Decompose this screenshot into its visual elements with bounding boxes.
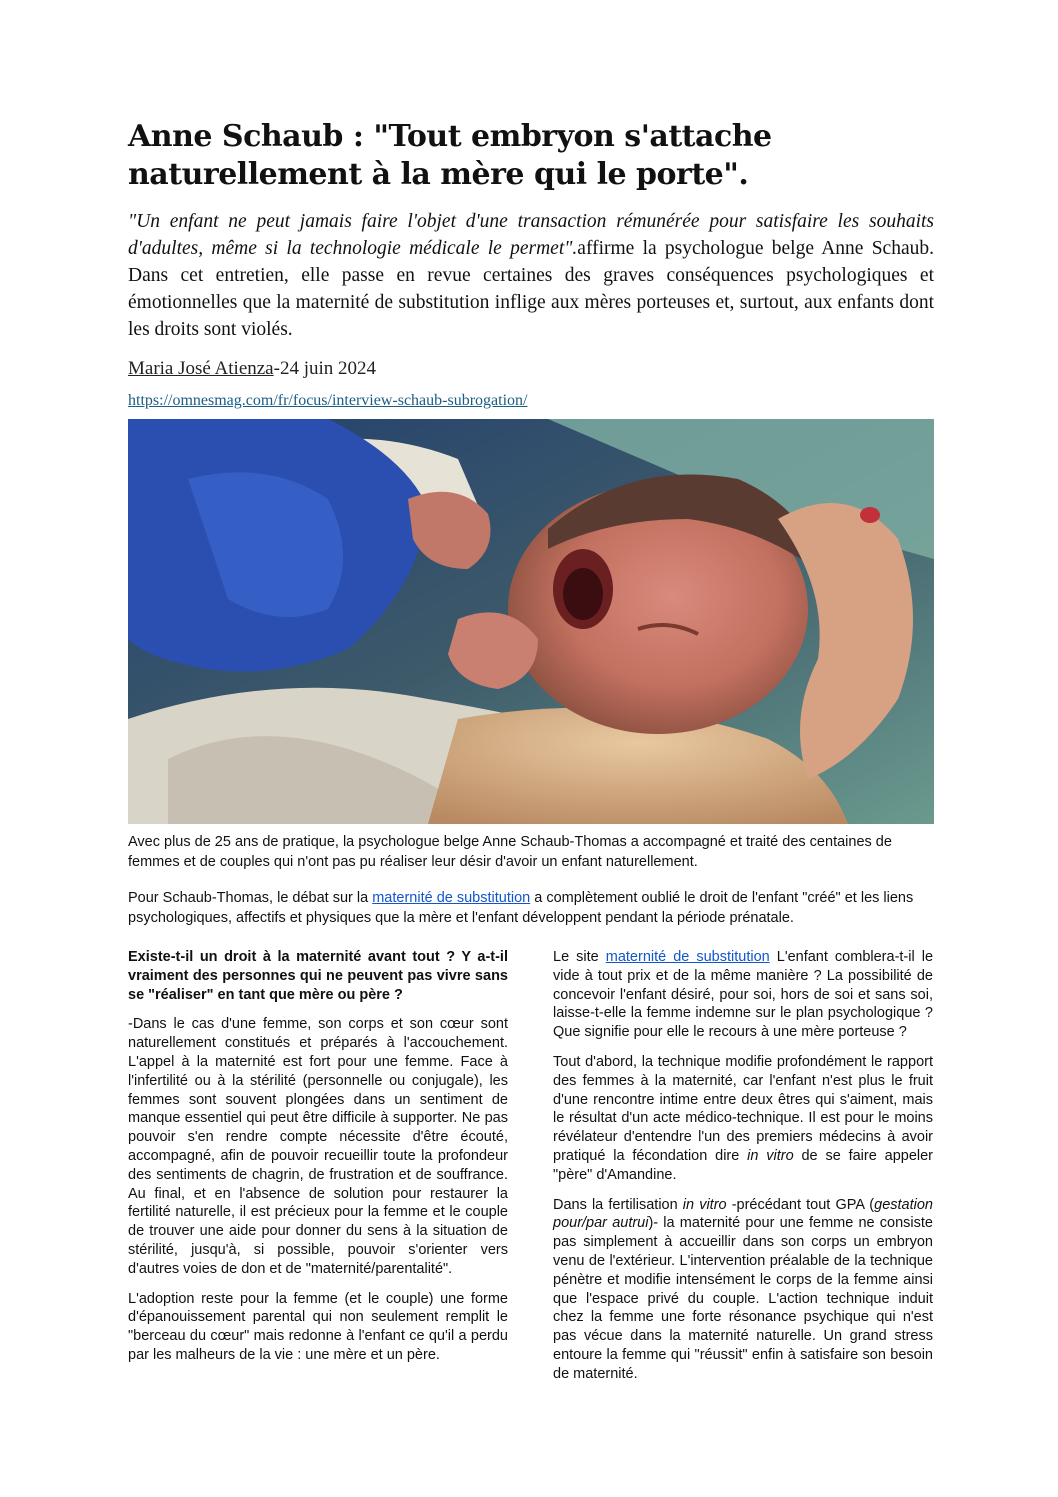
surrogacy-site-link[interactable]: maternité de substitution (605, 949, 770, 965)
surrogacy-link[interactable]: maternité de substitution (372, 890, 531, 906)
source-url-link[interactable]: https://omnesmag.com/fr/focus/interview-schaub-subrogation/ (128, 392, 528, 409)
right-p3-italic-1: in vitro (682, 1196, 727, 1213)
right-p3-italic-2: gestation pour/par autrui (553, 1196, 933, 1232)
right-p1-before: Le site (553, 949, 606, 965)
newborn-photo-illustration (128, 419, 934, 824)
right-p2-after: de se faire appeler "père" d'Amandine. (553, 1147, 933, 1183)
right-p2-before: Tout d'abord, la technique modifie profondément le rapport des femmes à la maternité, car l'enfant n'est plus le fruit d'une rencontre intime entre deux êtres qui s'aiment, mais le résultat d'un acte médico-technique. Il est pour le moins révélateur d'entendre l'un des premiers médecins à avoir pratiqué la fécondation dire (553, 1053, 933, 1164)
article-title: Anne Schaub : "Tout embryon s'attache naturellement à la mère qui le porte". (128, 119, 772, 192)
article-lede (128, 208, 934, 343)
newborn-photo (128, 419, 934, 824)
answer-paragraph-2: L'adoption reste pour la femme (et le couple) une forme d'épanouissement parental qui non seulement remplit le "berceau du cœur" mais redonne à l'enfant ce qu'il a perdu par les malheurs de la vie : une mère et un père. (128, 1290, 508, 1363)
right-paragraph-3 (553, 1196, 933, 1384)
byline (128, 357, 934, 381)
right-p1-after: L'enfant comblera-t-il le vide à tout prix et de la même manière ? La possibilité de concevoir l'enfant désiré, pour soi, hors de soi et sans soi, laisse-t-elle la femme indemne sur le plan psychologique ? Que signifie pour elle le recours à une mère porteuse ? (553, 949, 934, 1041)
right-column (553, 948, 933, 1395)
intro-paragraph (128, 888, 934, 928)
lede-quote: "Un enfant ne peut jamais faire l'objet d'une transaction rémunérée pour satisfaire les souhaits d'adultes, même si la technologie médicale le permet". (128, 211, 934, 259)
answer-paragraph-1: -Dans le cas d'une femme, son corps et son cœur sont naturellement constitués et préparés à l'accouchement. L'appel à la maternité est fort pour une femme. Face à l'infertilité ou à la stérilité (personnelle ou conjugale), les femmes sont souvent plongées dans un sentiment de manque essentiel qui peut être difficile à supporter. Ne pas pouvoir s'en rendre compte nécessite d'être écouté, accompagné, afin de pouvoir recueillir toute la profondeur des sentiments de chagrin, de frustration et de souffrance. Au final, et en l'absence de solution pour restaurer la fertilité naturelle, il est précieux pour la femme et le couple de trouver une aide pour donner du sens à la situation de stérilité, jusqu'à, si possible, pouvoir s'orienter vers d'autres voies de don et de "maternité/parentalité". (128, 1016, 508, 1277)
right-p3-b: -précédant tout GPA ( (726, 1196, 875, 1213)
left-column (128, 948, 508, 1376)
right-p3-a: Dans la fertilisation (553, 1196, 683, 1213)
right-paragraph-2 (553, 1053, 933, 1185)
intro-text-before: Pour Schaub-Thomas, le débat sur la (128, 890, 373, 906)
lede-text: affirme la psychologue belge Anne Schaub. Dans cet entretien, elle passe en revue certaines des graves conséquences psychologiques et émotionnelles que la maternité de substitution inflige aux mères porteuses et, surtout, aux enfants dont les droits sont violés. (128, 238, 934, 340)
publish-date: -24 juin 2024 (273, 358, 377, 379)
right-p2-italic: in vitro (747, 1147, 794, 1164)
right-paragraph-1 (553, 948, 933, 1042)
photo-caption: Avec plus de 25 ans de pratique, la psychologue belge Anne Schaub-Thomas a accompagné et traité des centaines de femmes et de couples qui n'ont pas pu réaliser leur désir d'avoir un enfant naturellement. (128, 834, 892, 870)
interview-question: Existe-t-il un droit à la maternité avant tout ? Y a-t-il vraiment des personnes qui ne peuvent pas vivre sans se "réaliser" en tant que mère ou père ? (128, 949, 508, 1003)
right-p3-c: )- la maternité pour une femme ne consiste pas simplement à accueillir dans son corps un embryon venu de l'extérieur. L'intervention préalable de la technique pénètre et modifie intensément le corps de la femme ainsi que l'espace privé du couple. L'action technique induit chez la femme une forte résonance psychique qui n'est pas vécue dans la maternité naturelle. Un grand stress entoure la femme qui "réussit" enfin à satisfaire son besoin de maternité. (553, 1215, 933, 1382)
source-line (128, 390, 934, 412)
article (128, 118, 934, 928)
intro-text-after: a complètement oublié le droit de l'enfant "créé" et les liens psychologiques, affectifs et physiques que la mère et l'enfant développent pendant la période prénatale. (128, 890, 914, 926)
author-link[interactable]: Maria José Atienza (128, 358, 274, 379)
